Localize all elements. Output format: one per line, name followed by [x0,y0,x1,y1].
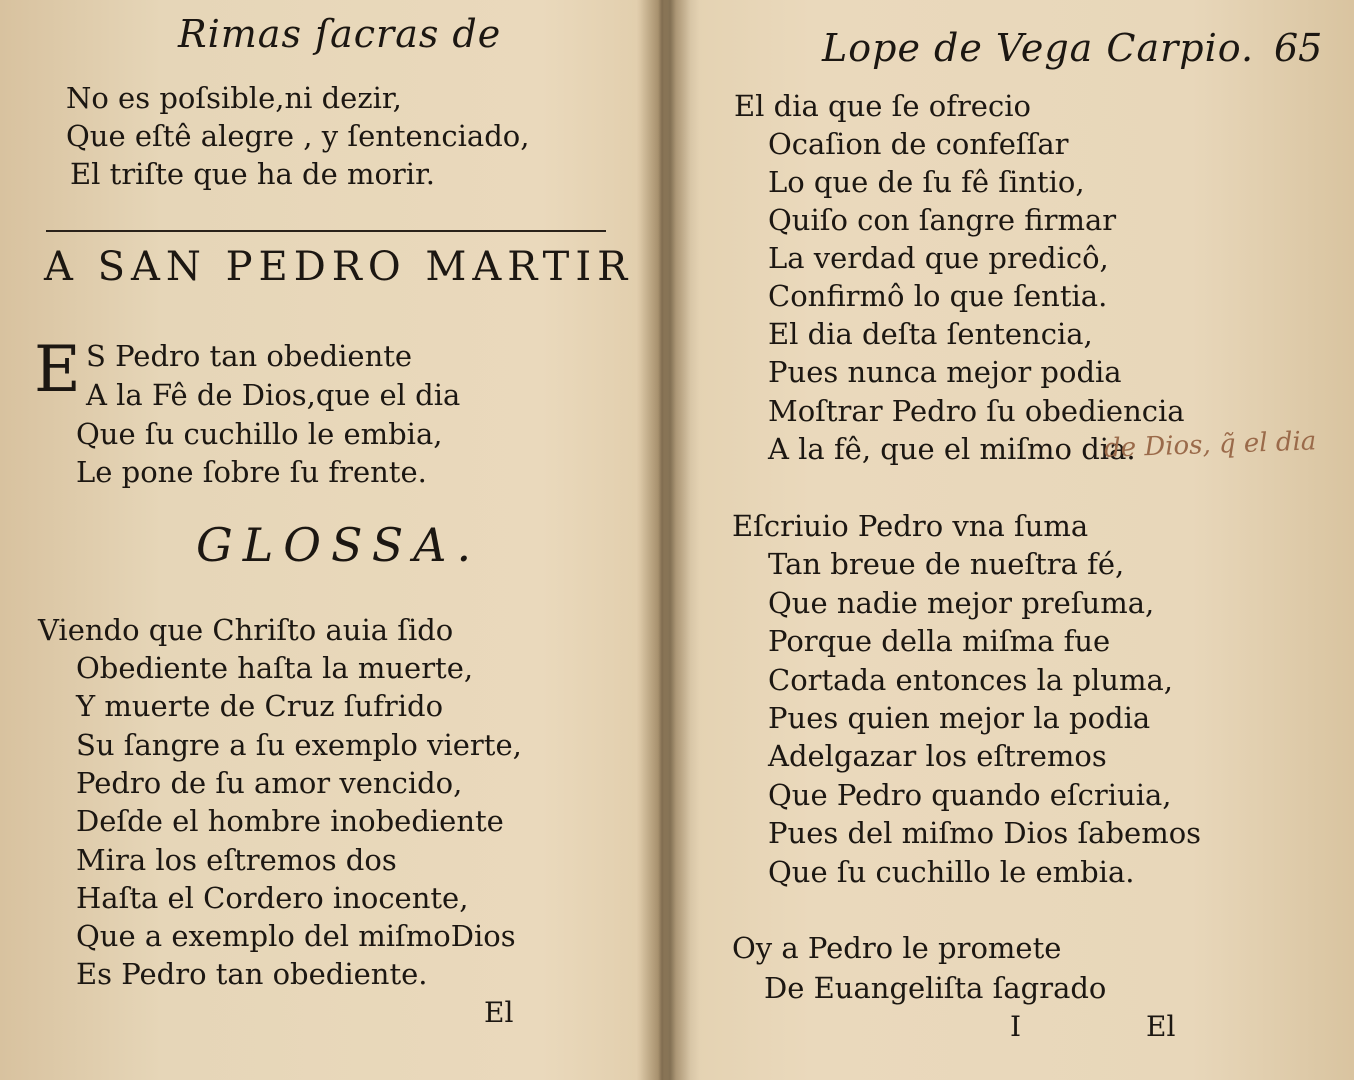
handwritten-annotation: de Dios, q̃ el dia [1103,426,1317,464]
verse-line: Que nadie mejor preſuma, [768,586,1155,620]
verse-line: Deſde el hombre inobediente [76,804,504,838]
verse-line: Pedro de ſu amor vencido, [76,766,463,800]
verse-line: Obediente haſta la muerte, [76,651,474,685]
verse-line: Eſcriuio Pedro vna ſuma [732,509,1089,543]
verse-line: Que ſu cuchillo le embia. [768,855,1135,889]
verse-line: El dia que ſe ofrecio [734,89,1031,123]
poem-title: A SAN PEDRO MARTIR [44,244,634,290]
catchword-left: El [484,996,514,1029]
verse-line: Moſtrar Pedro ſu obediencia [768,394,1185,428]
verse-line: Que Pedro quando eſcriuia, [768,778,1172,812]
running-head-right: Lope de Vega Carpio. [822,26,1255,70]
verse-line: Que ſu cuchillo le embia, [76,417,443,451]
drop-cap: E [34,333,81,407]
verse-line: Ocaſion de confeſſar [768,127,1069,161]
section-rule [46,230,606,232]
verse-line: Lo que de ſu fê ſintio, [768,165,1085,199]
verse-line: Adelgazar los eſtremos [768,739,1107,773]
verse-line: Viendo que Chriſto auia ſido [38,613,454,647]
verse-line: Pues del miſmo Dios ſabemos [768,816,1202,850]
verse-line: Que a exemplo del miſmoDios [76,919,516,953]
left-page [0,0,650,1080]
catchword-right: El [1146,1010,1176,1043]
verse-line: S Pedro tan obediente [86,339,413,373]
verse-line: Oy a Pedro le promete [732,931,1062,965]
verse-line: Es Pedro tan obediente. [76,957,428,991]
gloss-heading: GLOSSA. [196,518,482,572]
signature-mark: I [1010,1010,1022,1043]
verse-line: No es poſsible,ni dezir, [66,81,402,115]
verse-line: El dia deſta ſentencia, [768,317,1093,351]
verse-line: Y muerte de Cruz ſufrido [76,689,444,723]
page-number: 65 [1274,26,1323,70]
verse-line: Pues nunca mejor podia [768,355,1122,389]
verse-line: Confirmô lo que ſentia. [768,279,1108,313]
verse-line: De Euangeliſta ſagrado [764,971,1107,1005]
verse-line: Tan breue de nueſtra fé, [768,547,1125,581]
verse-line: Porque della miſma fue [768,624,1111,658]
right-page [676,0,1354,1080]
verse-line: Haſta el Cordero inocente, [76,881,469,915]
verse-line: Le pone ſobre ſu frente. [76,455,427,489]
verse-line: Su ſangre a ſu exemplo vierte, [76,728,522,762]
verse-line: Pues quien mejor la podia [768,701,1151,735]
verse-line: La verdad que predicô, [768,241,1109,275]
verse-line: A la fê, que el miſmo dia. [768,432,1136,466]
verse-line: Quiſo con ſangre firmar [768,203,1117,237]
verse-line: El triſte que ha de morir. [70,157,435,191]
verse-line: Cortada entonces la pluma, [768,663,1173,697]
verse-line: Mira los eſtremos dos [76,843,397,877]
verse-line: Que eſtê alegre , y ſentenciado, [66,119,530,153]
verse-line: A la Fê de Dios,que el dia [86,378,461,412]
running-head-left: Rimas ſacras de [178,12,502,56]
